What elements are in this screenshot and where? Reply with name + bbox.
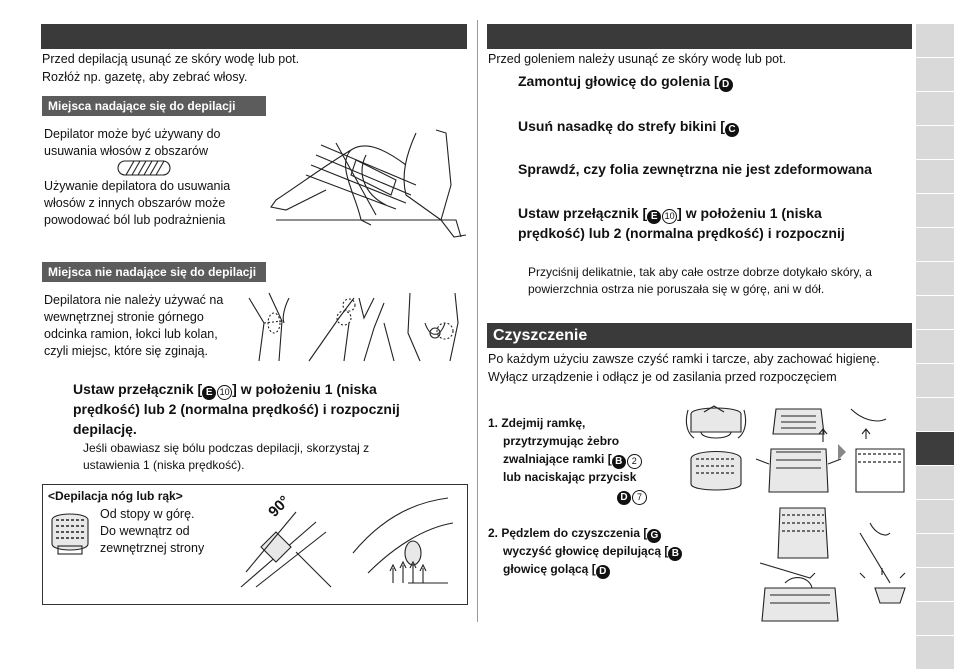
suitable-text-4: włosów z innych obszarów może xyxy=(44,196,226,210)
clean-step1-line1: 1. Zdejmij ramkę, xyxy=(488,416,586,430)
suitable-text-2: usuwania włosów z obszarów xyxy=(44,144,208,158)
letter-d-icon: D xyxy=(719,78,733,92)
left-step-line1: Ustaw przełącznik [ E 10 ] w położeniu 1 (niska xyxy=(73,381,377,398)
brush-cleaning-illustrations xyxy=(750,503,910,623)
letter-g-icon: G xyxy=(647,529,661,543)
hatched-area-icon xyxy=(112,160,182,178)
suitable-text-3: Używanie depilatora do usuwania xyxy=(44,179,231,193)
shave-step-4-line2: prędkość) lub 2 (normalna prędkość) i rozpocznij xyxy=(518,225,845,241)
section-tab-7[interactable] xyxy=(916,228,954,261)
left-intro-2: Rozłóż np. gazetę, aby zebrać włosy. xyxy=(42,70,248,84)
clean-step2-line3: głowicę golącą [ D xyxy=(503,560,610,579)
number-7-icon: 7 xyxy=(632,490,647,505)
legs-arms-text-3: zewnętrznej strony xyxy=(100,541,205,555)
cleaning-text-2: Wyłącz urządzenie i odłącz je od zasilania przed rozpoczęciem xyxy=(488,370,837,384)
left-section-header-bar xyxy=(41,24,467,49)
section-tab-17[interactable] xyxy=(916,568,954,601)
section-tab-12[interactable] xyxy=(916,398,954,431)
section-tab-16[interactable] xyxy=(916,534,954,567)
letter-c-icon: C xyxy=(725,123,739,137)
clean-step1-line4: lub naciskając przycisk xyxy=(503,470,637,484)
shave-step-3: Sprawdź, czy folia zewnętrzna nie jest zdeformowana xyxy=(518,161,872,177)
section-tab-1[interactable] xyxy=(916,24,954,57)
suitable-text-1: Depilator może być używany do xyxy=(44,127,221,141)
number-10-icon: 10 xyxy=(217,385,232,400)
section-tab-15[interactable] xyxy=(916,500,954,533)
letter-b-icon: B xyxy=(612,455,626,469)
section-tab-8[interactable] xyxy=(916,262,954,295)
section-tab-10[interactable] xyxy=(916,330,954,363)
right-section-header-bar xyxy=(487,24,912,49)
section-tab-5[interactable] xyxy=(916,160,954,193)
cleaning-text-1: Po każdym użyciu zawsze czyść ramki i tarcze, aby zachować higienę. xyxy=(488,352,880,366)
right-note-2: powierzchnia ostrza nie poruszała się w górę, ani w dół. xyxy=(528,282,825,296)
suitable-text-5: powodować ból lub podrażnienia xyxy=(44,213,226,227)
legs-arms-title: <Depilacja nóg lub rąk> xyxy=(48,489,183,503)
armpit-illustration xyxy=(400,293,465,363)
left-step-line3: depilację. xyxy=(73,421,137,437)
right-note-1: Przyciśnij delikatnie, tak aby całe ostrze dobrze dotykało skóry, a xyxy=(528,265,872,279)
section-tab-11[interactable] xyxy=(916,364,954,397)
legs-arms-text-1: Od stopy w górę. xyxy=(100,507,195,521)
clean-step2-line1: 2. Pędzlem do czyszczenia [ G xyxy=(488,524,661,543)
right-intro: Przed goleniem należy usunąć ze skóry wodę lub pot. xyxy=(488,52,787,66)
left-intro-1: Przed depilacją usunąć ze skóry wodę lub pot. xyxy=(42,52,300,66)
unsuitable-text-1: Depilatora nie należy używać na xyxy=(44,293,224,307)
letter-e-icon: E xyxy=(647,210,661,224)
left-step-line2: prędkość) lub 2 (normalna prędkość) i rozpocznij xyxy=(73,401,400,417)
left-note-2: ustawienia 1 (niska prędkość). xyxy=(83,458,245,472)
angle-label: 90° xyxy=(265,492,294,521)
section-tab-2[interactable] xyxy=(916,58,954,91)
unsuitable-text-2: wewnętrznej stronie górnego xyxy=(44,310,204,324)
epilator-head-icon xyxy=(48,506,92,556)
seated-legs-illustration xyxy=(266,125,466,240)
letter-d-icon: D xyxy=(596,565,610,579)
number-10-icon: 10 xyxy=(662,209,677,224)
section-tab-19[interactable] xyxy=(916,636,954,669)
section-tab-9[interactable] xyxy=(916,296,954,329)
remove-frame-illustrations xyxy=(686,404,908,494)
section-tab-18[interactable] xyxy=(916,602,954,635)
section-tab-14[interactable] xyxy=(916,466,954,499)
number-2-icon: 2 xyxy=(627,454,642,469)
letter-b-icon: B xyxy=(668,547,682,561)
letter-d-icon: D xyxy=(617,491,631,505)
elbow-illustration xyxy=(244,293,304,363)
section-tab-3[interactable] xyxy=(916,92,954,125)
suitable-areas-label: Miejsca nadające się do depilacji xyxy=(42,96,266,116)
shave-step-4-line1: Ustaw przełącznik [ E 10 ] w położeniu 1 (niska xyxy=(518,205,822,222)
shave-step-1: Zamontuj głowicę do golenia [ D xyxy=(518,71,733,92)
legs-arms-text-2: Do wewnątrz od xyxy=(100,524,190,538)
clean-step1-line2: przytrzymując żebro xyxy=(503,434,620,448)
clean-step2-line2: wyczyść głowicę depilującą [ B xyxy=(503,542,682,561)
knees-illustration xyxy=(304,293,399,363)
section-tab-6[interactable] xyxy=(916,194,954,227)
section-tab-4[interactable] xyxy=(916,126,954,159)
clean-step1-line3: zwalniające ramki [ B 2 xyxy=(503,450,642,469)
arm-upward-illustration xyxy=(348,493,458,593)
unsuitable-text-4: czyli miejsc, które się zginają. xyxy=(44,344,208,358)
section-tab-13[interactable] xyxy=(916,432,954,465)
unsuitable-areas-label: Miejsca nie nadające się do depilacji xyxy=(42,262,266,282)
letter-e-icon: E xyxy=(202,386,216,400)
shave-step-2: Usuń nasadkę do strefy bikini [ C xyxy=(518,116,739,137)
cleaning-title: Czyszczenie xyxy=(493,327,588,344)
clean-step1-line5 xyxy=(617,486,647,505)
unsuitable-text-3: odcinka ramion, łokci lub kolan, xyxy=(44,327,218,341)
left-note-1: Jeśli obawiasz się bólu podczas depilacji, skorzystaj z xyxy=(83,441,370,455)
column-divider xyxy=(477,20,478,622)
